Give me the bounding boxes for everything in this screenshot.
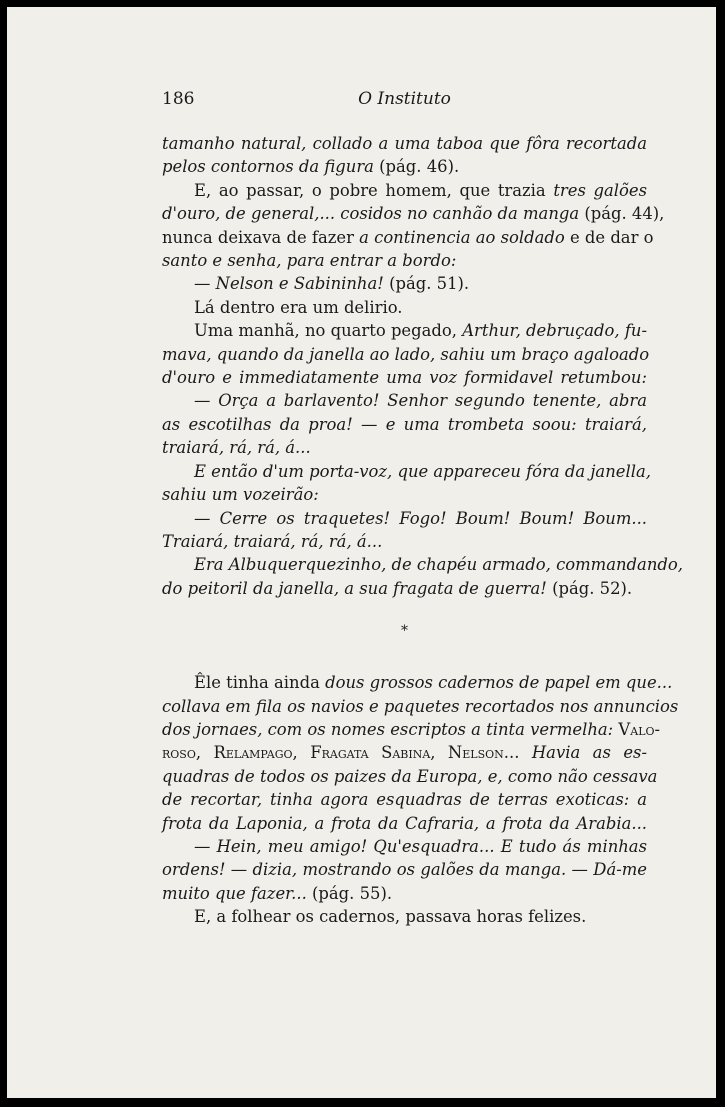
text-line: Traiará, traiará, rá, rá, á...: [162, 531, 383, 551]
text-line: Êle tinha ainda dous grossos cadernos de papel em que...: [194, 673, 673, 693]
text-line: roso, Relampago, Fragata Sabina, Nelson... Havia as es-: [162, 743, 647, 763]
spacer: [162, 600, 647, 620]
text-line: do peitoril da janella, a sua fragata de guerra! (pág. 52).: [162, 578, 633, 598]
text-line: E então d'um porta-voz, que appareceu fóra da janella,: [194, 461, 651, 481]
text-line: collava em fila os navios e paquetes recortados nos annuncios: [162, 696, 679, 716]
running-title: O Instituto: [358, 89, 451, 109]
text-line: sahiu um vozeirão:: [162, 485, 319, 505]
text-line: pelos contornos da figura (pág. 46).: [162, 157, 460, 177]
text-line: — Orça a barlavento! Senhor segundo tenente, abra: [194, 391, 647, 411]
text-line: nunca deixava de fazer a continencia ao soldado e de dar o: [162, 227, 654, 247]
text-line: d'ouro, de general,... cosidos no canhão da manga (pág. 44),: [162, 204, 665, 224]
text-line: dos jornaes, com os nomes escriptos a tinta vermelha: Valo-: [162, 719, 661, 739]
text-line: Uma manhã, no quarto pegado, Arthur, debruçado, fu-: [194, 321, 647, 341]
text-line: Era Albuquerquezinho, de chapéu armado, commandando,: [194, 555, 683, 575]
text-line: E, a folhear os cadernos, passava horas felizes.: [194, 907, 587, 927]
text-line: Lá dentro era um delirio.: [194, 297, 403, 317]
page-number: 186: [162, 89, 195, 109]
text-line: — Cerre os traquetes! Fogo! Boum! Boum! Boum...: [194, 508, 647, 528]
text-line: de recortar, tinha agora esquadras de terras exoticas: a: [162, 790, 647, 810]
text-line: as escotilhas da proa! — e uma trombeta soou: traiará,: [162, 414, 647, 434]
text-line: — Hein, meu amigo! Qu'esquadra... E tudo ás minhas: [194, 836, 647, 856]
text-line: E, ao passar, o pobre homem, que trazia tres galões: [194, 180, 647, 200]
book-page: [7, 7, 716, 1098]
text-line: frota da Laponia, a frota da Cafraria, a frota da Arabia...: [162, 813, 647, 833]
text-line: santo e senha, para entrar a bordo:: [162, 251, 457, 271]
text-line: d'ouro e immediatamente uma voz formidavel retumbou:: [162, 368, 647, 388]
body-text: [162, 132, 683, 929]
text-line: — Nelson e Sabininha! (pág. 51).: [194, 274, 470, 294]
text-line: mava, quando da janella ao lado, sahiu um braço agaloado: [162, 344, 650, 364]
text-line: quadras de todos os paizes da Europa, e, como não cessava: [162, 766, 658, 786]
section-separator: *: [401, 623, 408, 640]
spacer: [162, 643, 647, 671]
text-line: tamanho natural, collado a uma taboa que fôra recortada: [162, 134, 647, 153]
text-line: ordens! — dizia, mostrando os galões da manga. — Dá-me: [162, 860, 647, 880]
text-line: muito que fazer... (pág. 55).: [162, 883, 393, 903]
text-line: traiará, rá, rá, á...: [162, 438, 311, 458]
